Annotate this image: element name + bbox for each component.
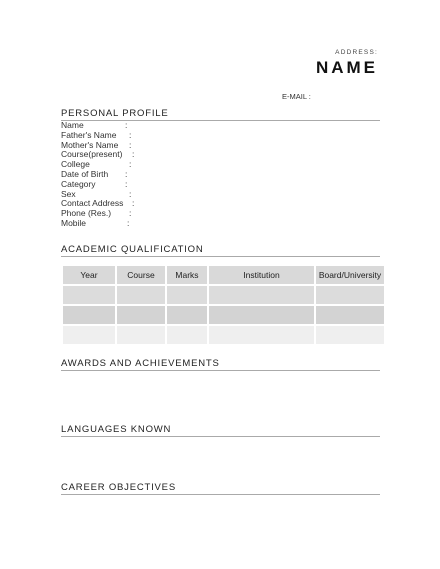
table-cell <box>117 306 165 324</box>
address-label: ADDRESS: <box>335 49 378 56</box>
profile-field-separator: : <box>125 120 128 130</box>
profile-field-separator: : <box>129 188 132 199</box>
table-row <box>63 326 384 344</box>
column-header-board-university: Board/University <box>316 266 384 284</box>
profile-field-label: Mother's Name <box>61 139 119 150</box>
table-cell <box>209 326 314 344</box>
column-header-course: Course <box>117 266 165 284</box>
personal-profile-list <box>61 120 135 229</box>
profile-field-label: Course(present) <box>61 149 123 160</box>
table-cell <box>117 326 165 344</box>
profile-field-label: Phone (Res.) <box>61 208 112 219</box>
table-cell <box>117 286 165 304</box>
candidate-name: NAME <box>315 58 378 77</box>
academic-qualification-table <box>61 264 386 346</box>
profile-field-label: Category <box>61 178 96 189</box>
profile-field-separator: : <box>132 198 135 209</box>
table-row <box>63 286 384 304</box>
profile-field-label: Contact Address <box>61 198 124 209</box>
email-label: E-MAIL : <box>282 92 311 101</box>
table-cell <box>316 306 384 324</box>
table-row <box>63 306 384 324</box>
table-cell <box>167 306 207 324</box>
table-cell <box>316 286 384 304</box>
table-cell <box>167 286 207 304</box>
table-cell <box>63 286 115 304</box>
section-heading-personal-profile: PERSONAL PROFILE <box>61 108 380 121</box>
profile-field-label: Father's Name <box>61 129 117 140</box>
section-heading-languages: LANGUAGES KNOWN <box>61 424 380 437</box>
profile-field-mobile <box>61 217 130 229</box>
profile-field-label: Date of Birth <box>61 168 109 179</box>
profile-field-separator: : <box>129 159 132 170</box>
column-header-year: Year <box>63 266 115 284</box>
profile-field-label: Mobile <box>61 217 87 228</box>
profile-field-label: Name <box>61 120 84 130</box>
profile-field-separator: : <box>127 217 130 228</box>
column-header-marks: Marks <box>167 266 207 284</box>
profile-field-separator: : <box>129 208 132 219</box>
profile-field-label: Sex <box>61 188 76 199</box>
table-cell <box>209 286 314 304</box>
section-heading-awards: AWARDS AND ACHIEVEMENTS <box>61 358 380 371</box>
table-cell <box>316 326 384 344</box>
profile-field-separator: : <box>125 168 128 179</box>
section-heading-career-objectives: CAREER OBJECTIVES <box>61 482 380 495</box>
table-cell <box>63 306 115 324</box>
table-cell <box>167 326 207 344</box>
profile-field-label: College <box>61 159 90 170</box>
section-heading-academic-qualification: ACADEMIC QUALIFICATION <box>61 244 380 257</box>
profile-field-separator: : <box>125 178 128 189</box>
table-cell <box>63 326 115 344</box>
profile-field-separator: : <box>132 149 135 160</box>
table-cell <box>209 306 314 324</box>
profile-field-separator: : <box>129 139 132 150</box>
profile-field-separator: : <box>129 129 132 140</box>
column-header-institution: Institution <box>209 266 314 284</box>
table-header-row <box>63 266 384 284</box>
